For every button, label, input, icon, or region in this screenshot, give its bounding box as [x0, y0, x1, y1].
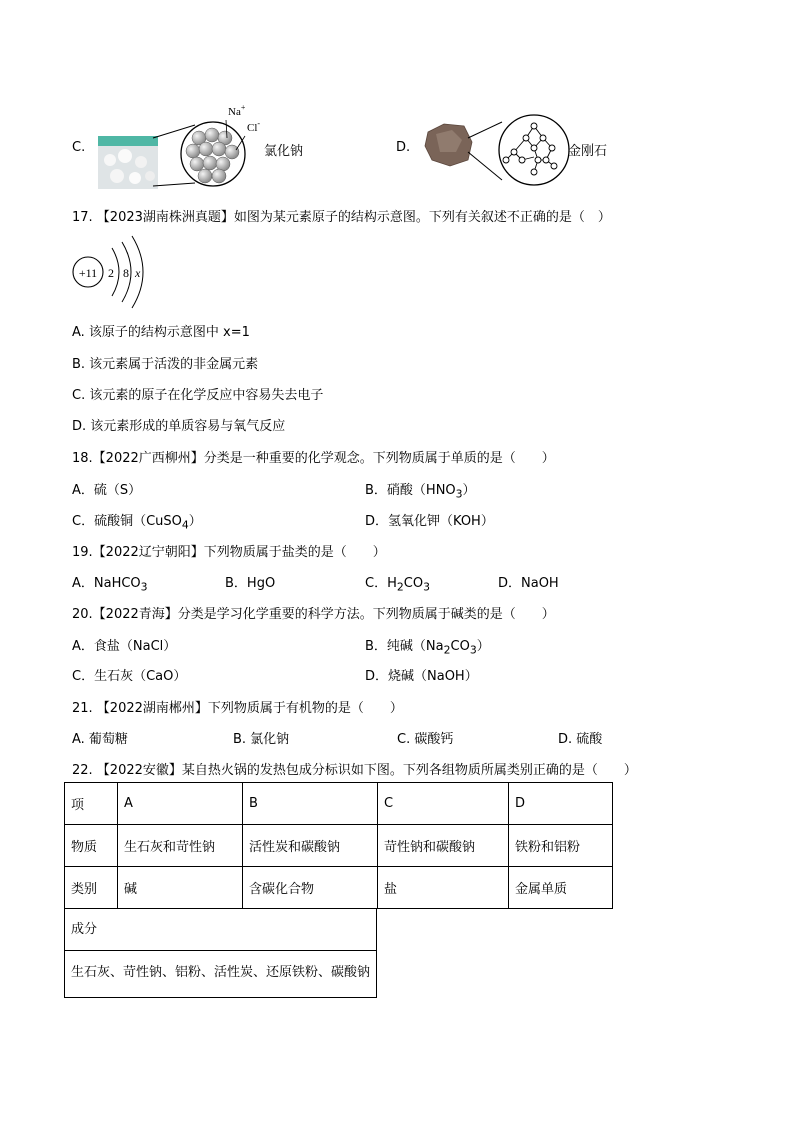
q18-option-a: A．硫（S） — [72, 483, 142, 498]
q21-option-c: C. 碳酸钙 — [397, 732, 454, 747]
table-row — [65, 825, 613, 867]
q20-option-a: A．食盐（NaCl） — [72, 639, 177, 654]
q21-option-b: B. 氯化钠 — [233, 732, 290, 747]
table-cell: A — [118, 783, 243, 825]
table-row — [65, 783, 613, 825]
q20-option-c: C．生石灰（CaO） — [72, 669, 187, 684]
q18-stem: 18.【2022广西柳州】分类是一种重要的化学观念。下列物质属于单质的是（ ） — [72, 451, 555, 466]
q20-option-d: D．烧碱（NaOH） — [365, 669, 478, 684]
sodium-chloride-figure — [95, 98, 261, 193]
ion-label-cl: Cl- — [247, 119, 261, 134]
q20-stem: 20.【2022青海】分类是学习化学重要的科学方法。下列物质属于碱类的是（ ） — [72, 607, 555, 622]
table-cell: 苛性钠和碳酸钠 — [378, 825, 509, 867]
table-cell: 类别 — [65, 867, 118, 909]
q18-option-c: C．硫酸铜（CuSO$_4$） — [72, 514, 202, 532]
q22-stem: 22. 【2022安徽】某自热火锅的发热包成分标识如下图。下列各组物质所属类别正确的是（ ） — [72, 763, 637, 778]
ingredient-list: 生石灰、苛性钠、铝粉、活性炭、还原铁粉、碳酸钠 — [71, 965, 371, 980]
q21-stem: 21. 【2022湖南郴州】下列物质属于有机物的是（ ） — [72, 701, 403, 716]
table-cell: 物质 — [65, 825, 118, 867]
option-c-caption: 氯化钠 — [264, 144, 304, 159]
q19-option-b: B．HgO — [225, 576, 276, 591]
ion-label-na: Na+ — [228, 103, 246, 118]
table-cell: 活性炭和碳酸钠 — [243, 825, 378, 867]
q21-option-a: A. 葡萄糖 — [72, 732, 128, 747]
option-d-caption: 金刚石 — [568, 144, 608, 159]
q19-option-d: D．NaOH — [498, 576, 559, 591]
q18-option-d: D．氢氧化钾（KOH） — [365, 514, 494, 529]
nucleus-charge: +11 — [78, 266, 98, 280]
ingredient-title: 成分 — [65, 909, 376, 951]
q19-option-c: C．$H_2CO_3$ — [365, 576, 430, 594]
table-cell: 项 — [65, 783, 118, 825]
q17-option-a: A. 该原子的结构示意图中 x=1 — [72, 325, 250, 340]
q17-option-c: C. 该元素的原子在化学反应中容易失去电子 — [72, 388, 324, 403]
option-c-label: C. — [72, 140, 86, 155]
q20-option-b: B．纯碱$(Na_2CO_3)$ — [365, 639, 490, 657]
q22-table — [64, 782, 613, 909]
table-cell: C — [378, 783, 509, 825]
shell-1-electrons: 2 — [108, 266, 114, 280]
ingredient-label-box — [64, 909, 377, 998]
shell-3-electrons: x — [135, 266, 141, 280]
q17-option-d: D. 该元素形成的单质容易与氧气反应 — [72, 419, 286, 434]
table-cell: 铁粉和铝粉 — [509, 825, 613, 867]
table-cell: 金属单质 — [509, 867, 613, 909]
table-cell: 盐 — [378, 867, 509, 909]
q19-option-a: A．NaHCO$_3$ — [72, 576, 148, 594]
diamond-figure — [422, 112, 567, 187]
table-cell: 生石灰和苛性钠 — [118, 825, 243, 867]
shell-2-electrons: 8 — [123, 266, 129, 280]
q17-option-b: B. 该元素属于活泼的非金属元素 — [72, 357, 259, 372]
option-d-label: D. — [396, 140, 411, 155]
q18-option-b: B．硝酸$(HNO_3)$ — [365, 483, 476, 501]
q17-stem: 17. 【2023湖南株洲真题】如图为某元素原子的结构示意图。下列有关叙述不正确的是（ ） — [72, 210, 611, 225]
q19-stem: 19.【2022辽宁朝阳】下列物质属于盐类的是（ ） — [72, 545, 386, 560]
atom-structure-diagram — [70, 230, 160, 310]
table-cell: 碱 — [118, 867, 243, 909]
table-cell: D — [509, 783, 613, 825]
table-cell: 含碳化合物 — [243, 867, 378, 909]
table-cell: B — [243, 783, 378, 825]
table-row — [65, 867, 613, 909]
q21-option-d: D. 硫酸 — [558, 732, 603, 747]
